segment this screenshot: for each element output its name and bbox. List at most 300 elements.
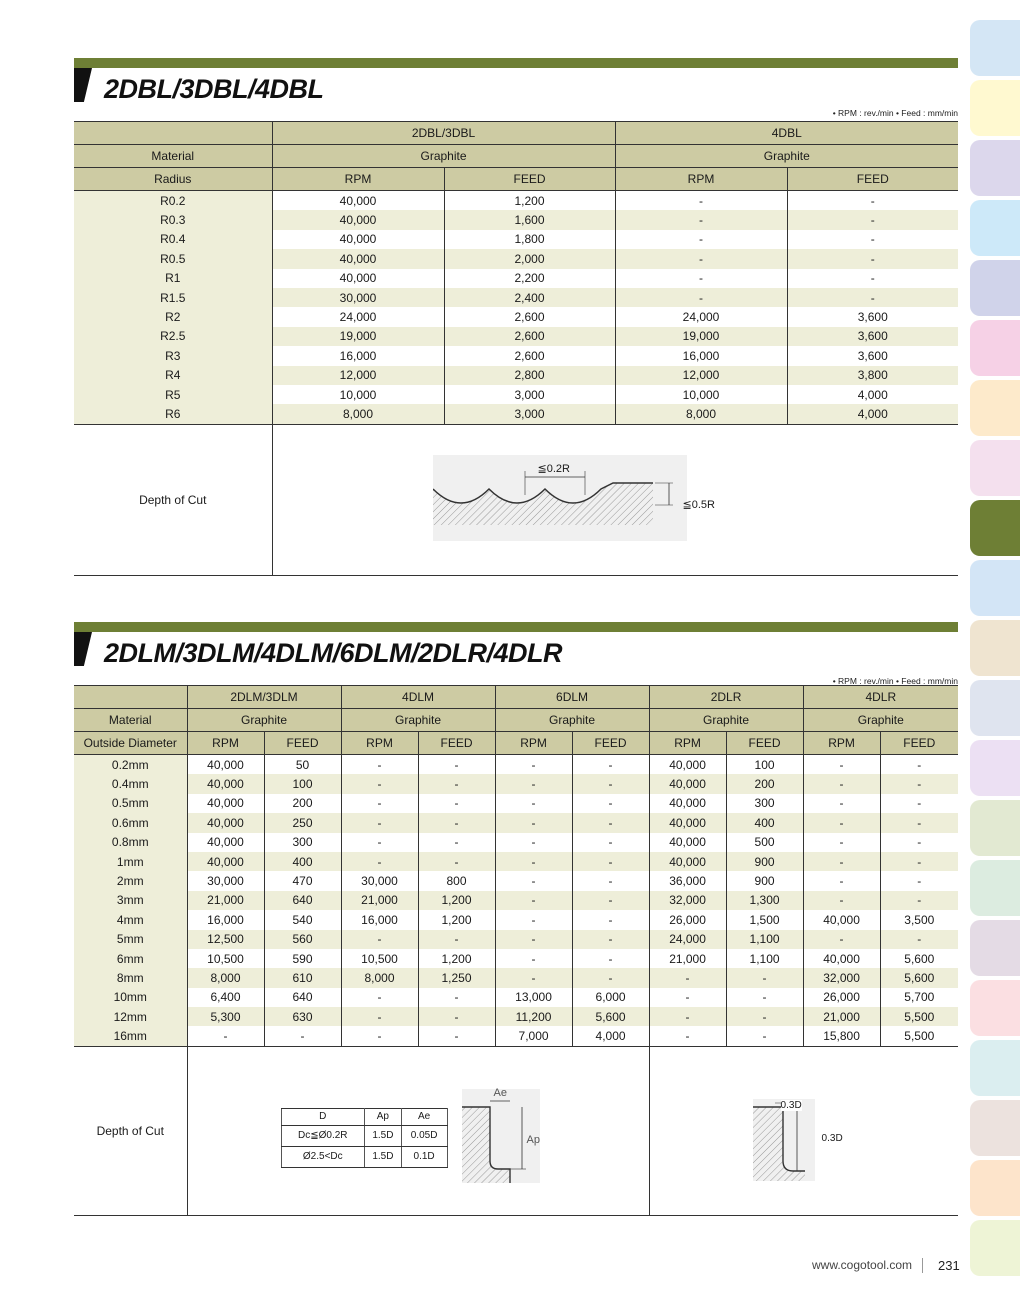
table-row: [74, 327, 958, 346]
table-cell: 21,000: [187, 891, 264, 910]
row-label: R0.2: [74, 191, 272, 211]
table-cell: 1,250: [418, 968, 495, 987]
table-cell: 3,600: [857, 348, 888, 363]
table-cell: 40,000: [649, 813, 726, 832]
table-cell: 40,000: [187, 852, 264, 871]
table-row: [74, 833, 958, 852]
row-label: 16mm: [74, 1026, 187, 1046]
table-cell: 1,600: [444, 210, 615, 229]
side-tab[interactable]: [970, 800, 1020, 856]
table-cell: -: [572, 774, 649, 793]
table-cell: 2,200: [444, 269, 615, 288]
column-label: RPM: [272, 168, 444, 191]
column-label: RPM: [649, 732, 726, 755]
side-tab[interactable]: [970, 80, 1020, 136]
table-cell: -: [495, 755, 572, 775]
row-label: 8mm: [74, 968, 187, 987]
section1-depth-row: [74, 424, 958, 575]
table-row: [74, 269, 958, 288]
side-tab[interactable]: [970, 200, 1020, 256]
table-cell: -: [495, 833, 572, 852]
table-cell: 12,000: [615, 366, 787, 385]
table-cell: -: [418, 930, 495, 949]
side-tab[interactable]: [970, 1160, 1020, 1216]
side-tab[interactable]: [970, 260, 1020, 316]
table-cell: -: [803, 852, 880, 871]
table-cell: -: [264, 1026, 341, 1046]
table-cell: 400: [726, 813, 803, 832]
section1-material-row: [74, 145, 958, 168]
table-cell: 640: [264, 891, 341, 910]
table-cell: 5,600: [572, 1007, 649, 1026]
table-row: [74, 852, 958, 871]
table-cell: 40,000: [272, 249, 444, 268]
table-cell: 40,000: [272, 269, 444, 288]
table-cell: -: [418, 774, 495, 793]
table-cell: -: [495, 852, 572, 871]
table-cell: 40,000: [649, 833, 726, 852]
table-cell: 40,000: [187, 755, 264, 775]
column-label: FEED: [444, 168, 615, 191]
table-cell: -: [572, 833, 649, 852]
outside-diameter-label: Outside Diameter: [74, 732, 187, 755]
side-tab[interactable]: [970, 440, 1020, 496]
table-cell: 3,500: [904, 912, 935, 927]
section1-header-bar: [74, 58, 958, 68]
table-row: [74, 930, 958, 949]
material-value: Graphite: [803, 709, 958, 732]
row-label: R6: [74, 404, 272, 424]
table-cell: 30,000: [187, 871, 264, 890]
table-cell: -: [726, 968, 803, 987]
side-tab[interactable]: [970, 320, 1020, 376]
table-cell: -: [917, 757, 922, 772]
side-tab[interactable]: [970, 380, 1020, 436]
column-label: FEED: [572, 732, 649, 755]
side-tab[interactable]: [970, 740, 1020, 796]
column-label: RPM: [615, 168, 787, 191]
row-label: 6mm: [74, 949, 187, 968]
table-cell: -: [572, 968, 649, 987]
row-label: R5: [74, 385, 272, 404]
section2-table: [74, 685, 958, 1216]
side-tab[interactable]: [970, 1100, 1020, 1156]
row-label: 2mm: [74, 871, 187, 890]
group-label: 2DLR: [649, 686, 803, 709]
depth-of-cut-right-cell: [649, 1046, 958, 1215]
row-label: R0.3: [74, 210, 272, 229]
row-label: 3mm: [74, 891, 187, 910]
side-tab[interactable]: [970, 1220, 1020, 1276]
row-label: 1mm: [74, 852, 187, 871]
footer-url[interactable]: www.cogotool.com: [812, 1258, 913, 1272]
table-cell: 500: [726, 833, 803, 852]
table-cell: 100: [726, 755, 803, 775]
depth-of-cut-diagram-cell: [272, 424, 958, 575]
table-cell: 4,000: [857, 387, 888, 402]
table-cell: 400: [264, 852, 341, 871]
table-cell: 40,000: [803, 949, 880, 968]
side-tab[interactable]: [970, 920, 1020, 976]
ap-label: Ap: [526, 1133, 540, 1146]
side-tab[interactable]: [970, 140, 1020, 196]
material-value: Graphite: [649, 709, 803, 732]
side-tab[interactable]: [970, 620, 1020, 676]
table-cell: -: [615, 249, 787, 268]
section2-units-note: • RPM : rev./min • Feed : mm/min: [832, 676, 958, 686]
table-row: [74, 813, 958, 832]
table-cell: -: [572, 794, 649, 813]
table-cell: -: [726, 988, 803, 1007]
table-cell: 590: [264, 949, 341, 968]
table-cell: -: [418, 755, 495, 775]
table-cell: 40,000: [272, 191, 444, 211]
group-label: 4DBL: [615, 122, 958, 145]
table-cell: -: [787, 210, 958, 229]
row-label: R0.5: [74, 249, 272, 268]
table-cell: 10,500: [341, 949, 418, 968]
table-cell: 11,200: [495, 1007, 572, 1026]
table-cell: 4,000: [787, 404, 958, 424]
table-cell: -: [803, 794, 880, 813]
section1-group-row: [74, 122, 958, 145]
column-label: RPM: [341, 732, 418, 755]
table-cell: -: [880, 813, 958, 832]
mini-cell: 1.5D: [365, 1125, 402, 1146]
depth-mini-table: [281, 1108, 448, 1168]
table-cell: -: [495, 891, 572, 910]
table-cell: 630: [264, 1007, 341, 1026]
row-label: 0.8mm: [74, 833, 187, 852]
group-label: 6DLM: [495, 686, 649, 709]
table-cell: 40,000: [272, 210, 444, 229]
table-row: [74, 774, 958, 793]
table-cell: -: [341, 852, 418, 871]
table-cell: -: [803, 930, 880, 949]
material-value: Graphite: [495, 709, 649, 732]
table-cell: -: [917, 796, 922, 811]
table-cell: 3,600: [857, 310, 888, 325]
table-cell: -: [341, 813, 418, 832]
section1-title: 2DBL/3DBL/4DBL: [104, 74, 324, 104]
table-cell: 40,000: [187, 774, 264, 793]
table-cell: 40,000: [649, 755, 726, 775]
table-row: [74, 366, 958, 385]
empty-cell: [74, 686, 187, 709]
row-label: R3: [74, 346, 272, 365]
table-cell: 40,000: [187, 794, 264, 813]
table-cell: -: [615, 288, 787, 307]
table-cell: 6,400: [187, 988, 264, 1007]
table-cell: -: [418, 794, 495, 813]
table-cell: 50: [264, 755, 341, 775]
table-cell: -: [341, 794, 418, 813]
table-cell: 12,000: [272, 366, 444, 385]
table-cell: 24,000: [649, 930, 726, 949]
table-cell: 26,000: [803, 988, 880, 1007]
table-cell: 2,800: [444, 366, 615, 385]
section2-depth-row: [74, 1046, 958, 1215]
table-cell: 40,000: [187, 833, 264, 852]
table-row: [74, 307, 958, 326]
table-cell: -: [615, 191, 787, 211]
row-label: R1.5: [74, 288, 272, 307]
table-cell: -: [917, 874, 922, 889]
table-cell: 8,000: [187, 968, 264, 987]
table-cell: -: [341, 930, 418, 949]
row-label: 0.4mm: [74, 774, 187, 793]
depth-of-cut-label: Depth of Cut: [74, 1046, 187, 1215]
table-row: [74, 249, 958, 268]
table-cell: -: [572, 755, 649, 775]
table-cell: -: [341, 833, 418, 852]
table-cell: -: [880, 930, 958, 949]
table-cell: -: [787, 249, 958, 268]
table-cell: 30,000: [272, 288, 444, 307]
mini-cell: 1.5D: [365, 1146, 402, 1167]
table-cell: 7,000: [495, 1026, 572, 1046]
table-row: [74, 755, 958, 775]
column-label: FEED: [726, 732, 803, 755]
table-cell: 800: [418, 871, 495, 890]
table-cell: 4,000: [572, 1026, 649, 1046]
table-cell: 5,300: [187, 1007, 264, 1026]
table-cell: -: [615, 210, 787, 229]
table-cell: -: [495, 871, 572, 890]
row-label: 0.6mm: [74, 813, 187, 832]
table-cell: 2,600: [444, 327, 615, 346]
table-cell: 16,000: [187, 910, 264, 929]
table-cell: 12,500: [187, 930, 264, 949]
table-cell: 1,500: [726, 910, 803, 929]
table-cell: -: [495, 968, 572, 987]
table-cell: -: [803, 833, 880, 852]
table-cell: 560: [264, 930, 341, 949]
row-label: 10mm: [74, 988, 187, 1007]
table-cell: -: [418, 833, 495, 852]
table-cell: 5,500: [904, 1029, 935, 1044]
column-label: FEED: [418, 732, 495, 755]
row-label: 4mm: [74, 910, 187, 929]
row-label: R0.4: [74, 230, 272, 249]
side-tab[interactable]: [970, 560, 1020, 616]
mini-cell: 0.1D: [401, 1146, 447, 1167]
section2-header-bar: [74, 622, 958, 632]
mini-header: Ap: [365, 1108, 402, 1125]
table-cell: 470: [264, 871, 341, 890]
table-cell: -: [495, 813, 572, 832]
table-cell: -: [803, 891, 880, 910]
table-row: [74, 1026, 958, 1046]
table-row: [74, 891, 958, 910]
table-row: [74, 288, 958, 307]
table-cell: -: [495, 774, 572, 793]
table-cell: 36,000: [649, 871, 726, 890]
table-cell: -: [726, 1007, 803, 1026]
table-cell: 19,000: [615, 327, 787, 346]
table-cell: -: [418, 1007, 495, 1026]
material-value: Graphite: [187, 709, 341, 732]
table-cell: -: [418, 813, 495, 832]
table-cell: -: [803, 755, 880, 775]
table-row: [74, 210, 958, 229]
table-cell: 200: [726, 774, 803, 793]
column-label: FEED: [264, 732, 341, 755]
row-label: 12mm: [74, 1007, 187, 1026]
side-tab[interactable]: [970, 860, 1020, 916]
table-cell: -: [572, 949, 649, 968]
table-cell: -: [803, 813, 880, 832]
table-row: [74, 968, 958, 987]
side-tab[interactable]: [970, 1040, 1020, 1096]
table-cell: 21,000: [341, 891, 418, 910]
table-cell: 10,000: [615, 385, 787, 404]
table-cell: -: [615, 230, 787, 249]
table-cell: 540: [264, 910, 341, 929]
table-cell: 40,000: [649, 852, 726, 871]
table-cell: 10,500: [187, 949, 264, 968]
table-cell: 40,000: [803, 910, 880, 929]
table-cell: 1,200: [444, 191, 615, 211]
table-row: [74, 191, 958, 211]
table-cell: 6,000: [572, 988, 649, 1007]
row-label: R1: [74, 269, 272, 288]
section1-table: [74, 121, 958, 576]
row-label: 0.5mm: [74, 794, 187, 813]
table-cell: -: [649, 1007, 726, 1026]
side-tab[interactable]: [970, 500, 1020, 556]
table-cell: -: [649, 968, 726, 987]
table-cell: -: [495, 794, 572, 813]
table-row: [74, 404, 958, 424]
row-label: 5mm: [74, 930, 187, 949]
table-cell: -: [572, 813, 649, 832]
table-cell: 24,000: [272, 307, 444, 326]
table-cell: 32,000: [803, 968, 880, 987]
group-label: 4DLM: [341, 686, 495, 709]
section1-header-mark: [74, 68, 92, 102]
table-cell: -: [495, 949, 572, 968]
table-cell: 2,600: [444, 346, 615, 365]
table-cell: 30,000: [341, 871, 418, 890]
page-number: 231: [938, 1258, 960, 1273]
material-label: Material: [74, 145, 272, 168]
mini-cell: Ø2.5<Dc: [281, 1146, 365, 1167]
table-cell: -: [649, 1026, 726, 1046]
column-label: RPM: [495, 732, 572, 755]
material-value: Graphite: [272, 145, 615, 168]
table-cell: -: [803, 871, 880, 890]
material-label: Material: [74, 709, 187, 732]
table-cell: 2,600: [444, 307, 615, 326]
table-cell: 15,800: [803, 1026, 880, 1046]
table-cell: 26,000: [649, 910, 726, 929]
table-cell: -: [870, 271, 875, 286]
table-cell: 8,000: [615, 404, 787, 424]
section2-column-row: [74, 732, 958, 755]
table-cell: 1,100: [726, 930, 803, 949]
table-cell: -: [803, 774, 880, 793]
side-tabs: [970, 20, 1020, 1280]
column-label: FEED: [787, 168, 958, 191]
table-cell: -: [572, 910, 649, 929]
table-cell: -: [418, 988, 495, 1007]
table-cell: 5,600: [880, 968, 958, 987]
table-cell: -: [649, 988, 726, 1007]
table-cell: -: [341, 988, 418, 1007]
side-tab[interactable]: [970, 680, 1020, 736]
table-cell: -: [726, 1026, 803, 1046]
table-cell: 40,000: [649, 774, 726, 793]
top-dim-label: 0.3D: [780, 1099, 802, 1111]
table-cell: 300: [726, 794, 803, 813]
material-value: Graphite: [341, 709, 495, 732]
table-cell: 3,000: [444, 404, 615, 424]
table-cell: -: [870, 232, 875, 247]
row-label: R2: [74, 307, 272, 326]
table-cell: 100: [264, 774, 341, 793]
table-row: [74, 871, 958, 890]
table-cell: 1,200: [418, 949, 495, 968]
table-cell: 24,000: [615, 307, 787, 326]
radius-label: Radius: [74, 168, 272, 191]
radius-cut-diagram: [753, 1099, 817, 1183]
column-label: FEED: [880, 732, 958, 755]
group-label: 4DLR: [803, 686, 958, 709]
section2-title: 2DLM/3DLM/4DLM/6DLM/2DLR/4DLR: [104, 638, 563, 668]
table-cell: 640: [264, 988, 341, 1007]
table-cell: 250: [264, 813, 341, 832]
table-cell: -: [880, 891, 958, 910]
empty-cell: [74, 122, 272, 145]
table-cell: 8,000: [272, 404, 444, 424]
table-cell: 3,800: [787, 366, 958, 385]
table-cell: -: [880, 852, 958, 871]
table-row: [74, 949, 958, 968]
side-tab[interactable]: [970, 20, 1020, 76]
row-label: R4: [74, 366, 272, 385]
table-cell: 1,200: [418, 910, 495, 929]
footer-divider: [922, 1258, 923, 1273]
side-tab[interactable]: [970, 980, 1020, 1036]
pitch-label: ≦0.2R: [537, 462, 570, 475]
table-cell: -: [495, 910, 572, 929]
table-cell: 21,000: [803, 1007, 880, 1026]
table-cell: 1,200: [418, 891, 495, 910]
table-cell: 5,700: [904, 990, 935, 1005]
table-cell: 16,000: [341, 910, 418, 929]
table-cell: -: [787, 288, 958, 307]
table-cell: 5,600: [904, 951, 935, 966]
section1-column-row: [74, 168, 958, 191]
table-row: [74, 230, 958, 249]
table-cell: -: [187, 1026, 264, 1046]
table-cell: 3,600: [787, 327, 958, 346]
ae-label: Ae: [493, 1086, 507, 1099]
table-cell: -: [341, 1026, 418, 1046]
table-cell: 200: [264, 794, 341, 813]
table-cell: -: [572, 871, 649, 890]
side-dim-label: 0.3D: [821, 1132, 843, 1144]
table-cell: 1,300: [726, 891, 803, 910]
mini-cell: 0.05D: [401, 1125, 447, 1146]
table-cell: 19,000: [272, 327, 444, 346]
table-cell: -: [572, 852, 649, 871]
table-cell: 21,000: [649, 949, 726, 968]
table-cell: 1,800: [444, 230, 615, 249]
table-cell: -: [917, 835, 922, 850]
table-cell: -: [615, 269, 787, 288]
